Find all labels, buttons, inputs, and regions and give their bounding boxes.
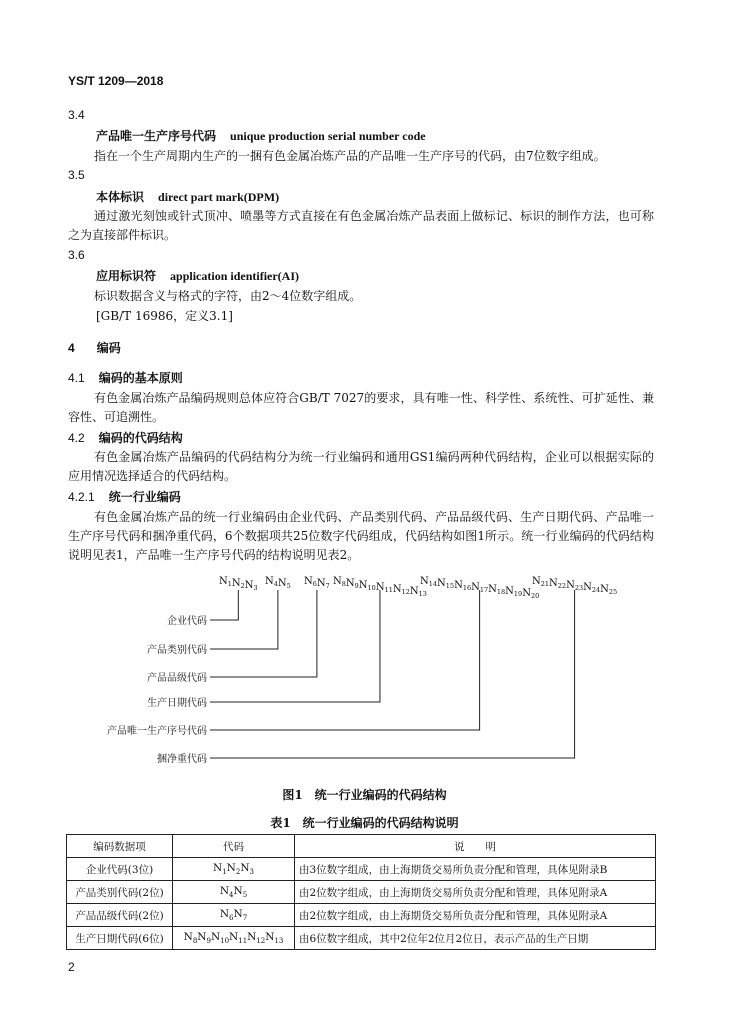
code-structure-table [66, 834, 656, 950]
code-structure-figure [0, 568, 729, 768]
connector-line-1 [210, 590, 238, 620]
code-group-4: $N_8N_9N_{10}N_{11}N_{12}N_{13}$ [333, 576, 427, 598]
standard-number: YS/T 1209—2018 [68, 74, 164, 88]
section-number: 4.2 [68, 431, 85, 445]
section-number: 4.1 [68, 371, 85, 385]
table-cell-code: $N_1N_2N_3$ [173, 858, 295, 881]
term-cn: 应用标识符 [96, 269, 157, 283]
code-groups [219, 576, 617, 600]
table-cell-desc: 由2位数字组成，由上海期货交易所负责分配和管理，具体见附录A [295, 904, 656, 927]
section-4-1-body: 有色金属冶炼产品编码规则总体应符合GB/T 7027的要求，具有唯一性、科学性、系统性、可扩延性、兼容性、可追溯性。 [68, 391, 654, 424]
section-title: 编码的代码结构 [98, 431, 183, 445]
definition-3-4: 指在一个生产周期内生产的一捆有色金属冶炼产品的产品唯一生产序号的代码，由7位数字组成。 [94, 149, 606, 163]
connector-lines [210, 590, 575, 758]
section-title: 统一行业编码 [108, 490, 181, 504]
chapter-number: 4 [68, 341, 75, 355]
section-number: 4.2.1 [68, 490, 95, 504]
connector-line-3 [210, 590, 317, 677]
table-cell-desc: 由6位数字组成，其中2位年2位月2位日，表示产品的生产日期 [295, 927, 656, 950]
definition-3-6: 标识数据含义与格式的字符，由2～4位数字组成。 [94, 289, 362, 303]
section-4-2-1-heading [68, 488, 181, 505]
table-cell-code: $N_6N_7$ [173, 904, 295, 927]
clause-number-3-6: 3.6 [68, 248, 85, 262]
table-row [67, 927, 656, 950]
term-en: application identifier(AI) [170, 269, 300, 283]
code-group-3: $N_6N_7$ [304, 576, 330, 590]
term-3-6 [96, 267, 299, 284]
connector-line-5 [210, 590, 480, 730]
column-header: 代码 [173, 835, 295, 858]
figure-label-4: 生产日期代码 [147, 698, 207, 709]
table-row [67, 881, 656, 904]
section-4-2-heading [68, 429, 183, 446]
section-4-2-body: 有色金属冶炼产品编码的代码结构分为统一行业编码和通用GS1编码两种代码结构，企业可以根据实际的应用情况选择适合的代码结构。 [68, 450, 654, 483]
figure-label-6: 捆净重代码 [157, 754, 207, 765]
table-cell-item: 产品品级代码(2位) [67, 904, 173, 927]
term-cn: 本体标识 [96, 190, 145, 204]
table-row [67, 858, 656, 881]
page-number: 2 [68, 960, 75, 974]
definition-3-5: 通过激光刻蚀或针式顶冲、喷墨等方式直接在有色金属冶炼产品表面上做标记、标识的制作方法，也可称之为直接部件标识。 [68, 209, 654, 242]
chapter-title: 编码 [96, 341, 121, 355]
clause-number-3-4: 3.4 [68, 108, 85, 122]
table-cell-desc: 由2位数字组成，由上海期货交易所负责分配和管理，具体见附录A [295, 881, 656, 904]
table-cell-item: 产品类别代码(2位) [67, 881, 173, 904]
section-title: 编码的基本原则 [98, 371, 183, 385]
code-group-6: $N_{21}N_{22}N_{23}N_{24}N_{25}$ [532, 576, 618, 596]
term-en: direct part mark(DPM) [158, 190, 280, 204]
figure-label-2: 产品类别代码 [147, 645, 207, 656]
column-header: 说 明 [295, 835, 656, 858]
column-header: 编码数据项 [67, 835, 173, 858]
section-4-1-heading [68, 369, 183, 386]
table-row [67, 904, 656, 927]
term-3-5 [96, 188, 279, 205]
table-cell-item: 生产日期代码(6位) [67, 927, 173, 950]
table-cell-item: 企业代码(3位) [67, 858, 173, 881]
code-group-1: $N_1N_2N_3$ [219, 576, 258, 592]
section-4-2-1-body: 有色金属冶炼产品的统一行业编码由企业代码、产品类别代码、产品品级代码、生产日期代码、产品唯一生产序号代码和捆净重代码，6个数据项共25位数字代码组成，代码结构如图1所示。统一行业编码的代码结构说明见表1，产品唯一生产序号代码的结构说明见表2。 [68, 510, 654, 562]
code-group-5: $N_{14}N_{15}N_{16}N_{17}N_{18}N_{19}N_{20}$ [420, 576, 540, 600]
chapter-4-heading [68, 339, 121, 356]
clause-number-3-5: 3.5 [68, 168, 85, 182]
figure-label-1: 企业代码 [167, 616, 207, 627]
connector-line-4 [210, 590, 380, 702]
term-en: unique production serial number code [230, 129, 426, 143]
table-cell-code: $N_4N_5$ [173, 881, 295, 904]
figure-labels [107, 614, 207, 765]
code-group-2: $N_4N_5$ [265, 576, 291, 590]
figure-label-3: 产品品级代码 [147, 673, 207, 684]
figure-label-5: 产品唯一生产序号代码 [107, 726, 207, 737]
figure-caption: 图1 统一行业编码的代码结构 [282, 788, 447, 802]
table-cell-code: $N_8N_9N_{10}N_{11}N_{12}N_{13}$ [173, 927, 295, 950]
connector-line-6 [210, 590, 575, 758]
reference-3-6: [GB/T 16986，定义3.1] [96, 309, 233, 323]
table-cell-desc: 由3位数字组成，由上海期货交易所负责分配和管理，具体见附录B [295, 858, 656, 881]
term-3-4 [96, 127, 426, 144]
table-caption: 表1 统一行业编码的代码结构说明 [270, 816, 459, 830]
table-header-row [67, 835, 656, 858]
term-cn: 产品唯一生产序号代码 [96, 129, 217, 143]
